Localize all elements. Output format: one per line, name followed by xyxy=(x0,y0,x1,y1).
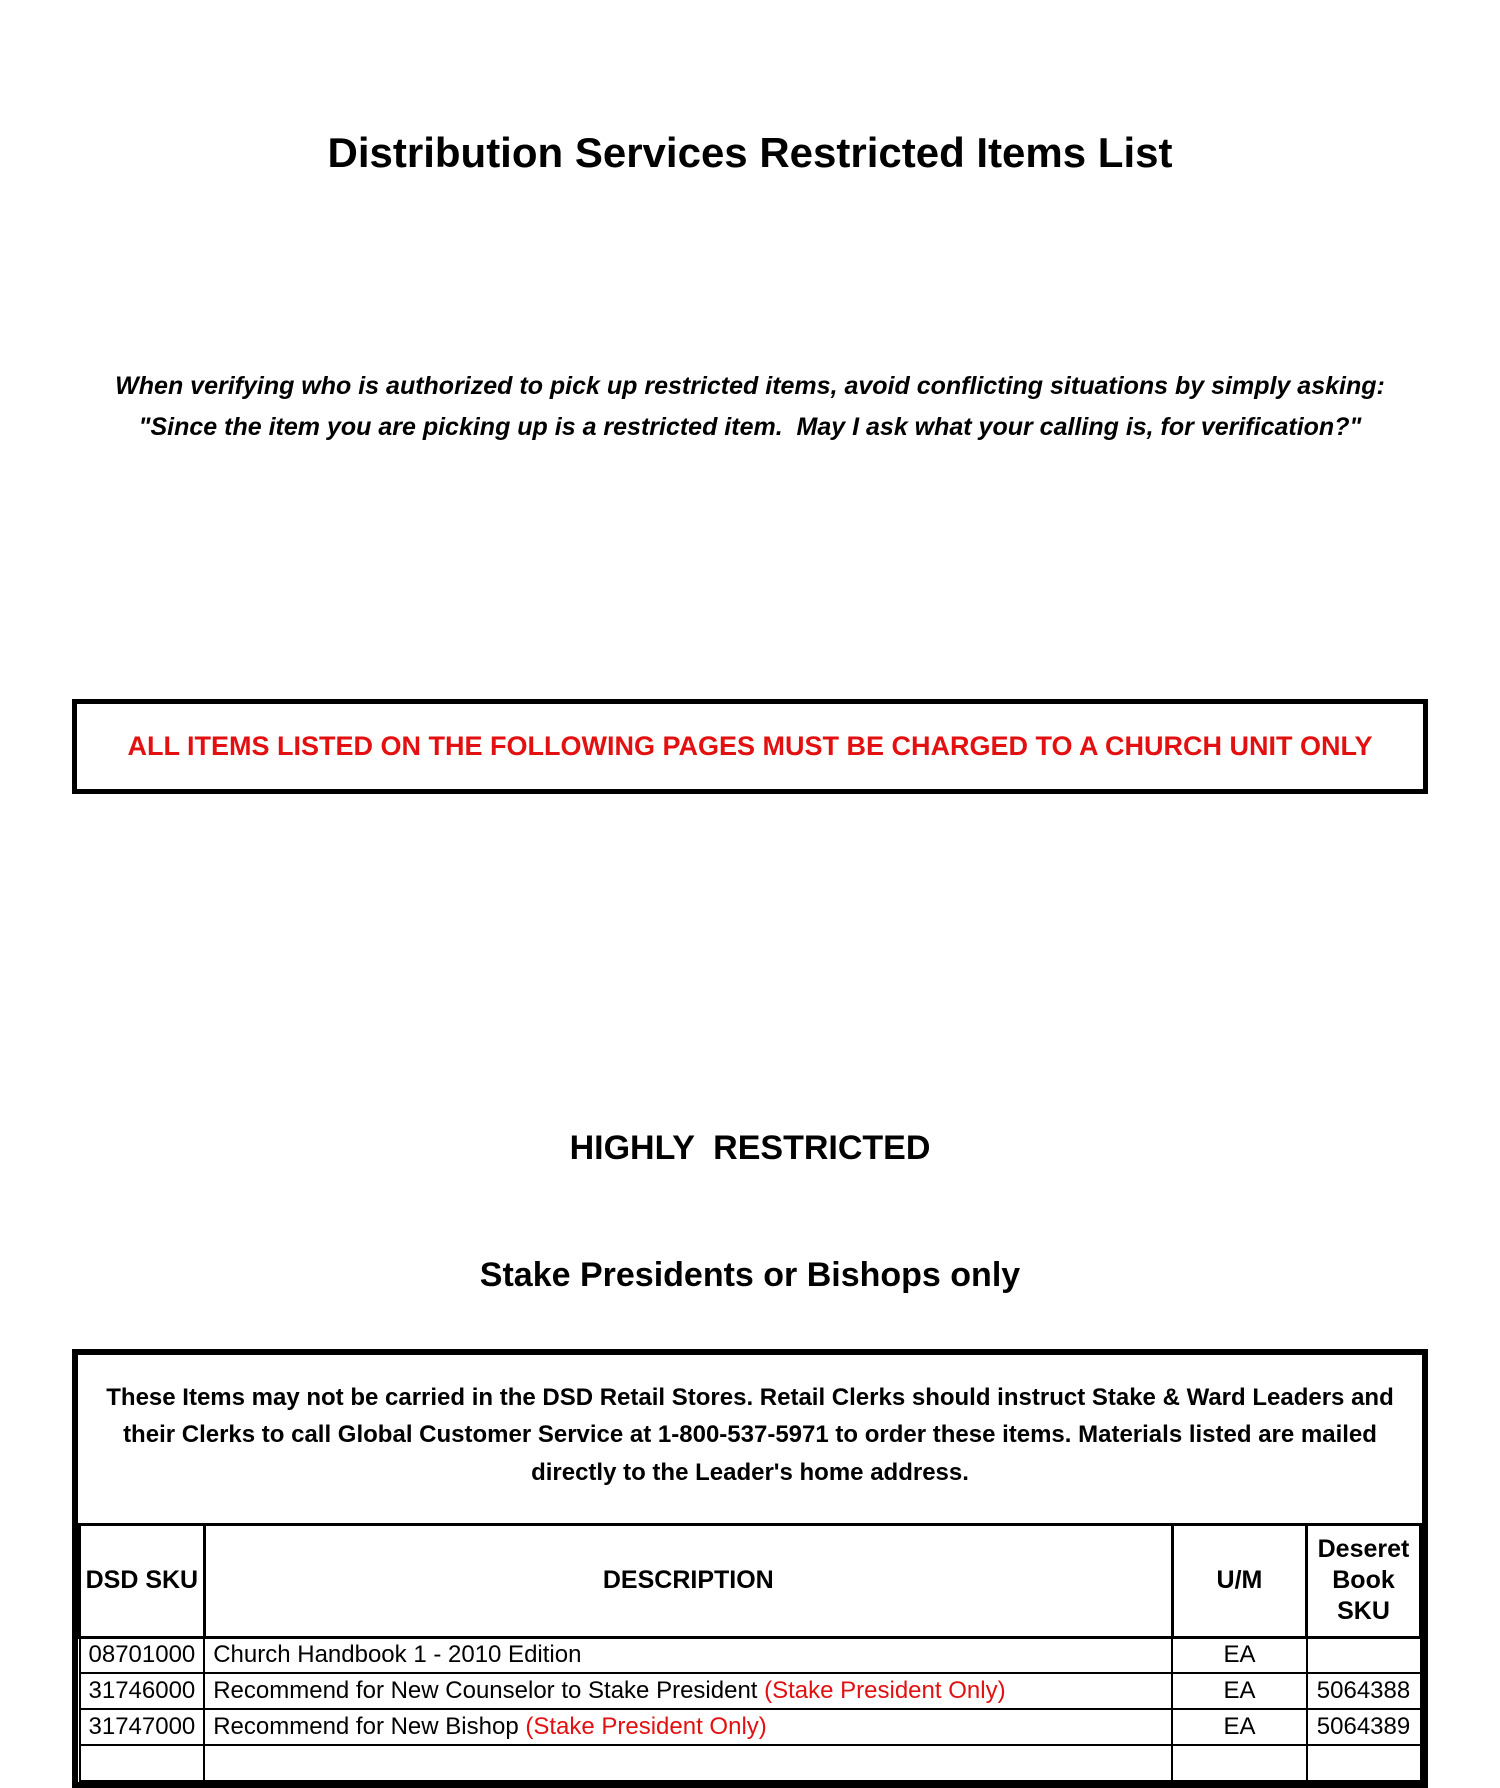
column-header-dsd-sku: DSD SKU xyxy=(80,1524,205,1637)
cell-dsd-sku xyxy=(80,1745,205,1781)
cell-deseret-book-sku xyxy=(1307,1637,1421,1673)
description-text: Recommend for New Bishop xyxy=(213,1713,526,1741)
table-row xyxy=(80,1673,1421,1709)
page-title: Distribution Services Restricted Items List xyxy=(327,129,1173,176)
cell-description xyxy=(204,1709,1172,1745)
column-header-um: U/M xyxy=(1172,1524,1306,1637)
cell-deseret-book-sku xyxy=(1307,1745,1421,1781)
cell-deseret-book-sku: 5064389 xyxy=(1307,1709,1421,1745)
cell-dsd-sku: 08701000 xyxy=(80,1637,205,1673)
section-heading-line2: Stake Presidents or Bishops only xyxy=(479,1256,1021,1295)
cell-deseret-book-sku: 5064388 xyxy=(1307,1673,1421,1709)
column-header-deseret-book-sku: Deseret Book SKU xyxy=(1307,1524,1421,1637)
cell-description xyxy=(204,1745,1172,1781)
cell-description xyxy=(204,1673,1172,1709)
table-row-partial xyxy=(80,1745,1421,1781)
table-header-row xyxy=(80,1524,1421,1637)
cell-dsd-sku: 31747000 xyxy=(80,1709,205,1745)
section-heading xyxy=(60,1042,1440,1340)
verification-note: When verifying who is authorized to pick up restricted items, avoid conflicting situations by simply asking: "Since the item you are picking up is a restricted item. May I ask what your calling is, for verification?" xyxy=(115,372,1399,441)
charge-notice-box xyxy=(72,699,1428,793)
description-text: Recommend for New Counselor to Stake President xyxy=(213,1677,765,1705)
restricted-items-table xyxy=(78,1523,1422,1782)
description-restriction-text: (Stake President Only) xyxy=(525,1713,767,1741)
restricted-items-table-container xyxy=(72,1349,1428,1788)
cell-um: EA xyxy=(1172,1637,1306,1673)
table-ordering-note: These Items may not be carried in the DSD Retail Stores. Retail Clerks should instruct Stake & Ward Leaders and their Clerks to call Global Customer Service at 1-800-537-5971 to order these items. Materials listed are mailed directly to the Leader's home address. xyxy=(106,1384,1394,1486)
table-row xyxy=(80,1637,1421,1673)
cell-um xyxy=(1172,1745,1306,1781)
cell-dsd-sku: 31746000 xyxy=(80,1673,205,1709)
cell-description xyxy=(204,1637,1172,1673)
column-header-description: DESCRIPTION xyxy=(204,1524,1172,1637)
cell-um: EA xyxy=(1172,1673,1306,1709)
charge-notice-text: ALL ITEMS LISTED ON THE FOLLOWING PAGES MUST BE CHARGED TO A CHURCH UNIT ONLY xyxy=(127,731,1373,762)
section-heading-line1: HIGHLY RESTRICTED xyxy=(569,1128,931,1167)
description-text: Church Handbook 1 - 2010 Edition xyxy=(213,1641,582,1669)
cell-um: EA xyxy=(1172,1709,1306,1745)
table-row xyxy=(80,1709,1421,1745)
description-restriction-text: (Stake President Only) xyxy=(764,1677,1006,1705)
